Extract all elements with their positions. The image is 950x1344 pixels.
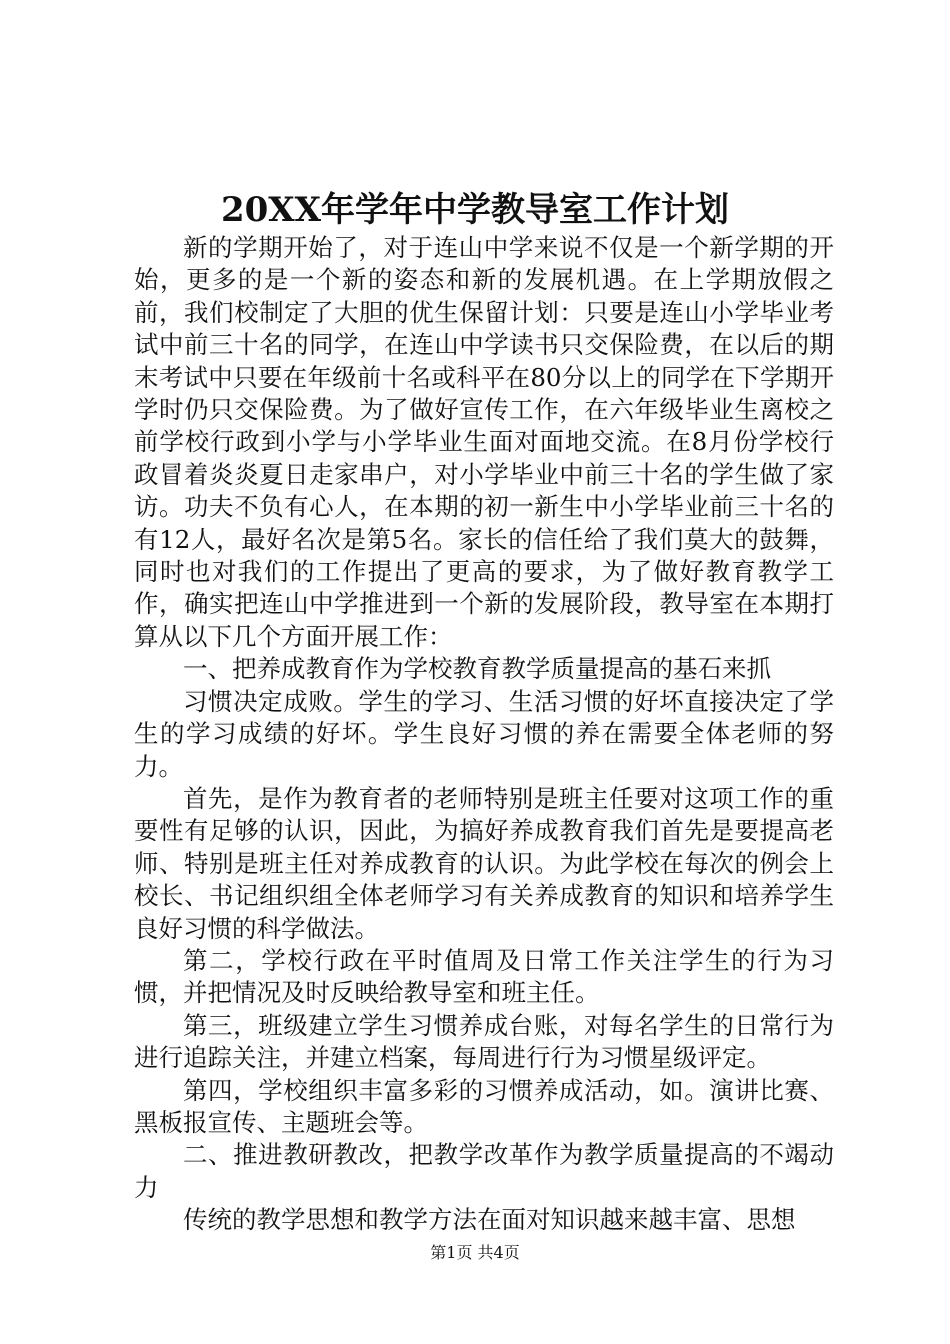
paragraph-fourth: 第四，学校组织丰富多彩的习惯养成活动，如。演讲比赛、黑板报宣传、主题班会等。 [134, 1075, 834, 1137]
section-heading-2: 二、推进教研教改，把教学改革作为教学质量提高的不竭动力 [134, 1140, 834, 1202]
document-title: 20XX年学年中学教导室工作计划 [220, 190, 730, 230]
paragraph-third: 第三，班级建立学生习惯养成台账，对每名学生的日常行为进行追踪关注，并建立档案，每周进行行为习惯星级评定。 [134, 1010, 834, 1073]
paragraph-tradition: 传统的教学思想和教学方法在面对知识越来越丰富、思想 [183, 1205, 796, 1235]
paragraph-habits: 习惯决定成败。学生的学习、生活习惯的好坏直接决定了学生的学习成绩的好坏。学生良好习惯的养在需要全体老师的努力。 [134, 686, 834, 781]
paragraph-intro: 新的学期开始了，对于连山中学来说不仅是一个新学期的开始，更多的是一个新的姿态和新的发展机遇。在上学期放假之前，我们校制定了大胆的优生保留计划：只要是连山小学毕业考试中前三十名的同学，在连山中学读书只交保险费，在以后的期末考试中只要在年级前十名或科平在80分以上的同学在下学期开学时仍只交保险费。为了做好宣传工作，在六年级毕业生离校之前学校行政到小学与小学毕业生面对面地交流。在8月份学校行政冒着炎炎夏日走家串户，对小学毕业中前三十名的学生做了家访。功夫不负有心人，在本期的初一新生中小学毕业前三十名的有12人，最好名次是第5名。家长的信任给了我们莫大的鼓舞，同时也对我们的工作提出了更高的要求，为了做好教育教学工作，确实把连山中学推进到一个新的发展阶段，教导室在本期打算从以下几个方面开展工作： [134, 233, 834, 651]
paragraph-second: 第二，学校行政在平时值周及日常工作关注学生的行为习惯，并把情况及时反映给教导室和班主任。 [134, 945, 834, 1008]
page-number-footer: 第1页 共4页 [430, 1243, 520, 1262]
section-heading-1: 一、把养成教育作为学校教育教学质量提高的基石来抓 [183, 654, 771, 684]
document-body [134, 232, 834, 1237]
paragraph-first: 首先，是作为教育者的老师特别是班主任要对这项工作的重要性有足够的认识，因此，为搞好养成教育我们首先是要提高老师、特别是班主任对养成教育的认识。为此学校在每次的例会上校长、书记组织组全体老师学习有关养成教育的知识和培养学生良好习惯的科学做法。 [134, 783, 834, 943]
